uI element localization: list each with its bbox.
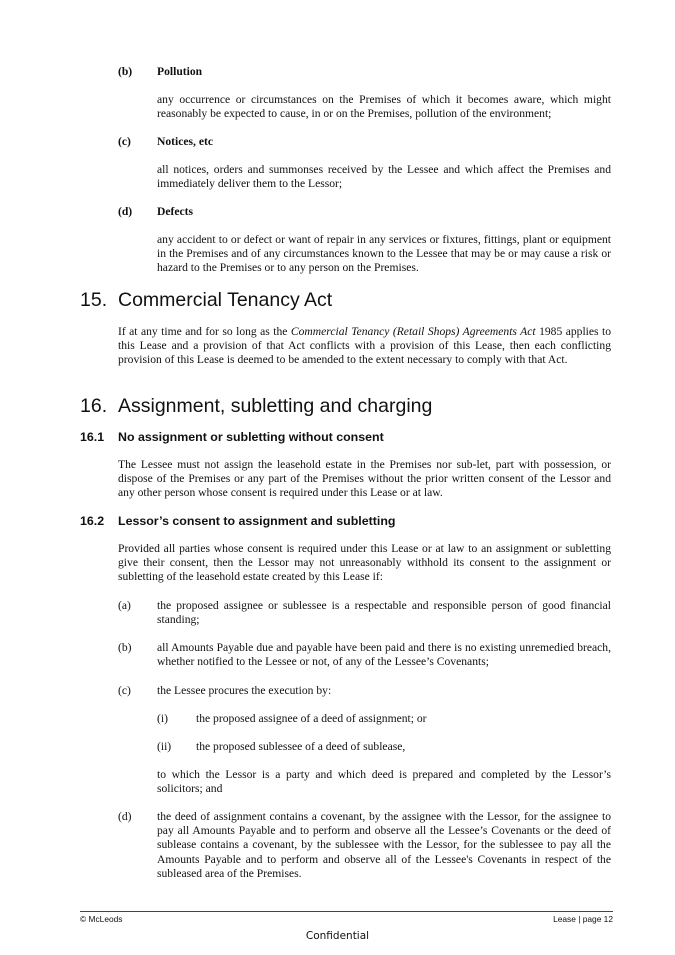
clause-16-2-number: 16.2: [80, 514, 105, 528]
clause-16-2-intro: Provided all parties whose consent is required under this Lease or at law to an assignment or subletting give their consent, then the Lessor may not unreasonably withhold its consent to the assignment or subletting of the leasehold estate created by this Lease if:: [118, 542, 611, 584]
para-b-text: all Amounts Payable due and payable have been paid and there is no existing unremedied breach, whether notified to the Lessee or not, of any of the Lessee’s Covenants;: [157, 641, 611, 669]
section-15-text-after: 1985 applies to this Lease and a provision of that Act conflicts with a provision of this Lease, then each conflicting provision of this Lease is deemed to be amended to the extent necessary to comply with that Act.: [118, 325, 612, 367]
para-b-marker: (b): [118, 641, 132, 654]
item-c-text: all notices, orders and summonses received by the Lessee and which affect the Premises and immediately deliver them to the Lessor;: [157, 163, 611, 191]
para-a-marker: (a): [118, 599, 131, 612]
para-c-tail: to which the Lessor is a party and which deed is prepared and completed by the Lessor’s solicitors; and: [157, 768, 611, 796]
footer-rule: [80, 911, 613, 912]
item-c-marker: (c): [118, 135, 131, 148]
act-name: Commercial Tenancy (Retail Shops) Agreements Act: [290, 325, 536, 338]
item-b-title: Pollution: [157, 65, 203, 78]
clause-16-2-title: Lessor’s consent to assignment and subletting: [118, 514, 396, 528]
item-b-marker: (b): [118, 65, 133, 78]
footer-copyright: © McLeods: [80, 914, 123, 924]
clause-16-1-number: 16.1: [80, 430, 105, 444]
section-15-text: [118, 325, 611, 368]
para-a-text: the proposed assignee or sublessee is a respectable and responsible person of good financial standing;: [157, 599, 611, 627]
para-c-ii-marker: (ii): [157, 740, 172, 753]
clause-16-1-text: The Lessee must not assign the leasehold estate in the Premises nor sub-let, part with possession, or dispose of the Premises or any part of the Premises without the prior written consent of the Lessor and any other person whose consent is required under this Lease or at law.: [118, 458, 611, 500]
footer-page-number: Lease | page 12: [553, 914, 613, 924]
item-d-marker: (d): [118, 205, 133, 218]
section-16-title: Assignment, subletting and charging: [118, 395, 433, 417]
para-c-ii-text: the proposed sublessee of a deed of sublease,: [196, 740, 406, 753]
section-15-title: Commercial Tenancy Act: [118, 289, 333, 311]
clause-16-1-title: No assignment or subletting without consent: [118, 430, 384, 444]
item-b-text: any occurrence or circumstances on the Premises of which it becomes aware, which might reasonably be expected to cause, in or on the Premises, pollution of the environment;: [157, 93, 611, 121]
para-c-marker: (c): [118, 684, 131, 697]
para-c-text: the Lessee procures the execution by:: [157, 684, 332, 697]
para-d-text: the deed of assignment contains a covenant, by the assignee with the Lessor, for the assignee to pay all Amounts Payable and to perform and observe all the Lessee’s Covenants or the deed of sublease contains a covenant, by the sublessee with the Lessor, for the sublessee to pay all the Amounts Payable and to perform and observe all of the Lessee's Covenants in respect of the subleased area of the Premises.: [157, 810, 611, 880]
section-15-number: 15.: [80, 289, 108, 311]
confidential-label: Confidential: [305, 930, 370, 942]
section-16-number: 16.: [80, 395, 108, 417]
item-c-title: Notices, etc: [157, 135, 214, 148]
para-d-marker: (d): [118, 810, 132, 823]
item-d-title: Defects: [157, 205, 194, 218]
item-d-text: any accident to or defect or want of repair in any services or fixtures, fittings, plant or equipment in the Premises and of any circumstances known to the Lessee that may be or may cause a risk or hazard to the Premises or to any person on the Premises.: [157, 233, 611, 275]
section-15-text-before: If at any time and for so long as the: [118, 325, 291, 338]
para-c-i-marker: (i): [157, 712, 168, 725]
para-c-i-text: the proposed assignee of a deed of assignment; or: [196, 712, 427, 725]
